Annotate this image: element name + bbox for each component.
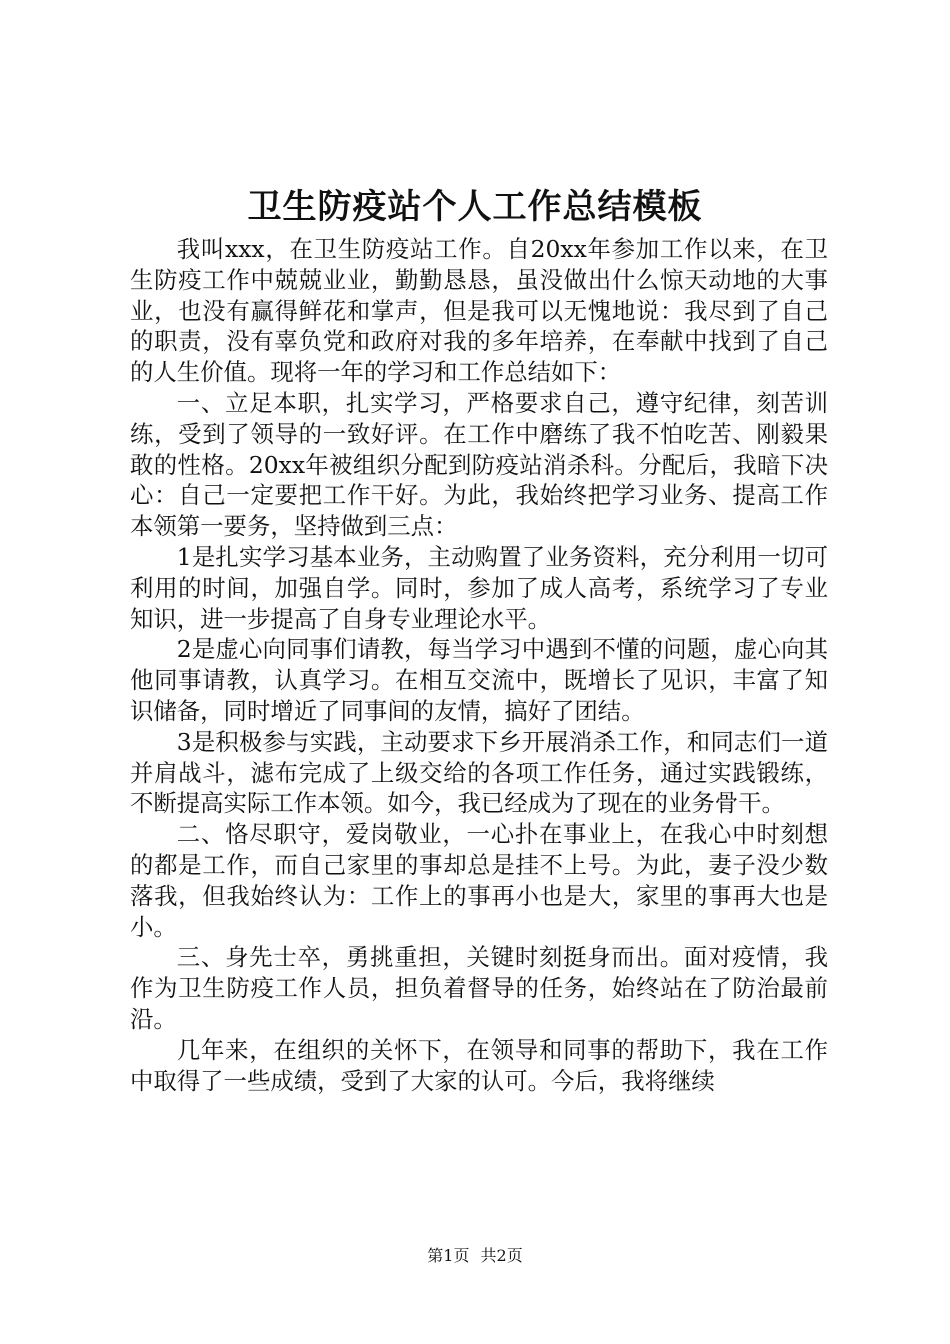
page-number: 第1页 (427, 1246, 470, 1265)
paragraph-point-1: 1是扎实学习基本业务，主动购置了业务资料，充分利用一切可利用的时间，加强自学。同时，参加了成人高考，系统学习了专业知识，进一步提高了自身专业理论水平。 (130, 542, 828, 633)
paragraph-section-3: 三、身先士卒，勇挑重担，关键时刻挺身而出。面对疫情，我作为卫生防疫工作人员，担负着督导的任务，始终站在了防治最前沿。 (130, 943, 828, 1033)
paragraph-section-2: 二、恪尽职守，爱岗敬业，一心扑在事业上，在我心中时刻想的都是工作，而自己家里的事却总是挂不上号。为此，妻子没少数落我，但我始终认为：工作上的事再小也是大，家里的事再大也是小。 (130, 820, 828, 941)
paragraph-conclusion: 几年来，在组织的关怀下，在领导和同事的帮助下，我在工作中取得了一些成绩，受到了大家的认可。今后，我将继续 (130, 1035, 828, 1095)
paragraph-point-3: 3是积极参与实践，主动要求下乡开展消杀工作，和同志们一道并肩战斗，滤布完成了上级交给的各项工作任务，通过实践锻练，不断提高实际工作本领。如今，我已经成为了现在的业务骨干。 (130, 727, 828, 818)
page-footer (0, 1245, 950, 1267)
page-total: 共2页 (480, 1246, 523, 1265)
paragraph-intro: 我叫xxx，在卫生防疫站工作。自20xx年参加工作以来，在卫生防疫工作中兢兢业业，勤勤恳恳，虽没做出什么惊天动地的大事业，也没有赢得鲜花和掌声，但是我可以无愧地说：我尽到了自己的职责，没有辜负党和政府对我的多年培养，在奉献中找到了自己的人生价值。现将一年的学习和工作总结如下： (130, 235, 828, 387)
document-title: 卫生防疫站个人工作总结模板 (247, 187, 703, 227)
paragraph-point-2: 2是虚心向同事们请教，每当学习中遇到不懂的问题，虚心向其他同事请教，认真学习。在相互交流中，既增长了见识，丰富了知识储备，同时增近了同事间的友情，搞好了团结。 (130, 635, 828, 725)
paragraph-section-1: 一、立足本职，扎实学习，严格要求自己，遵守纪律，刻苦训练，受到了领导的一致好评。在工作中磨练了我不怕吃苦、刚毅果敢的性格。20xx年被组织分配到防疫站消杀科。分配后，我暗下决心：自己一定要把工作干好。为此，我始终把学习业务、提高工作本领第一要务，坚持做到三点： (130, 388, 828, 541)
document-body (130, 234, 828, 1096)
